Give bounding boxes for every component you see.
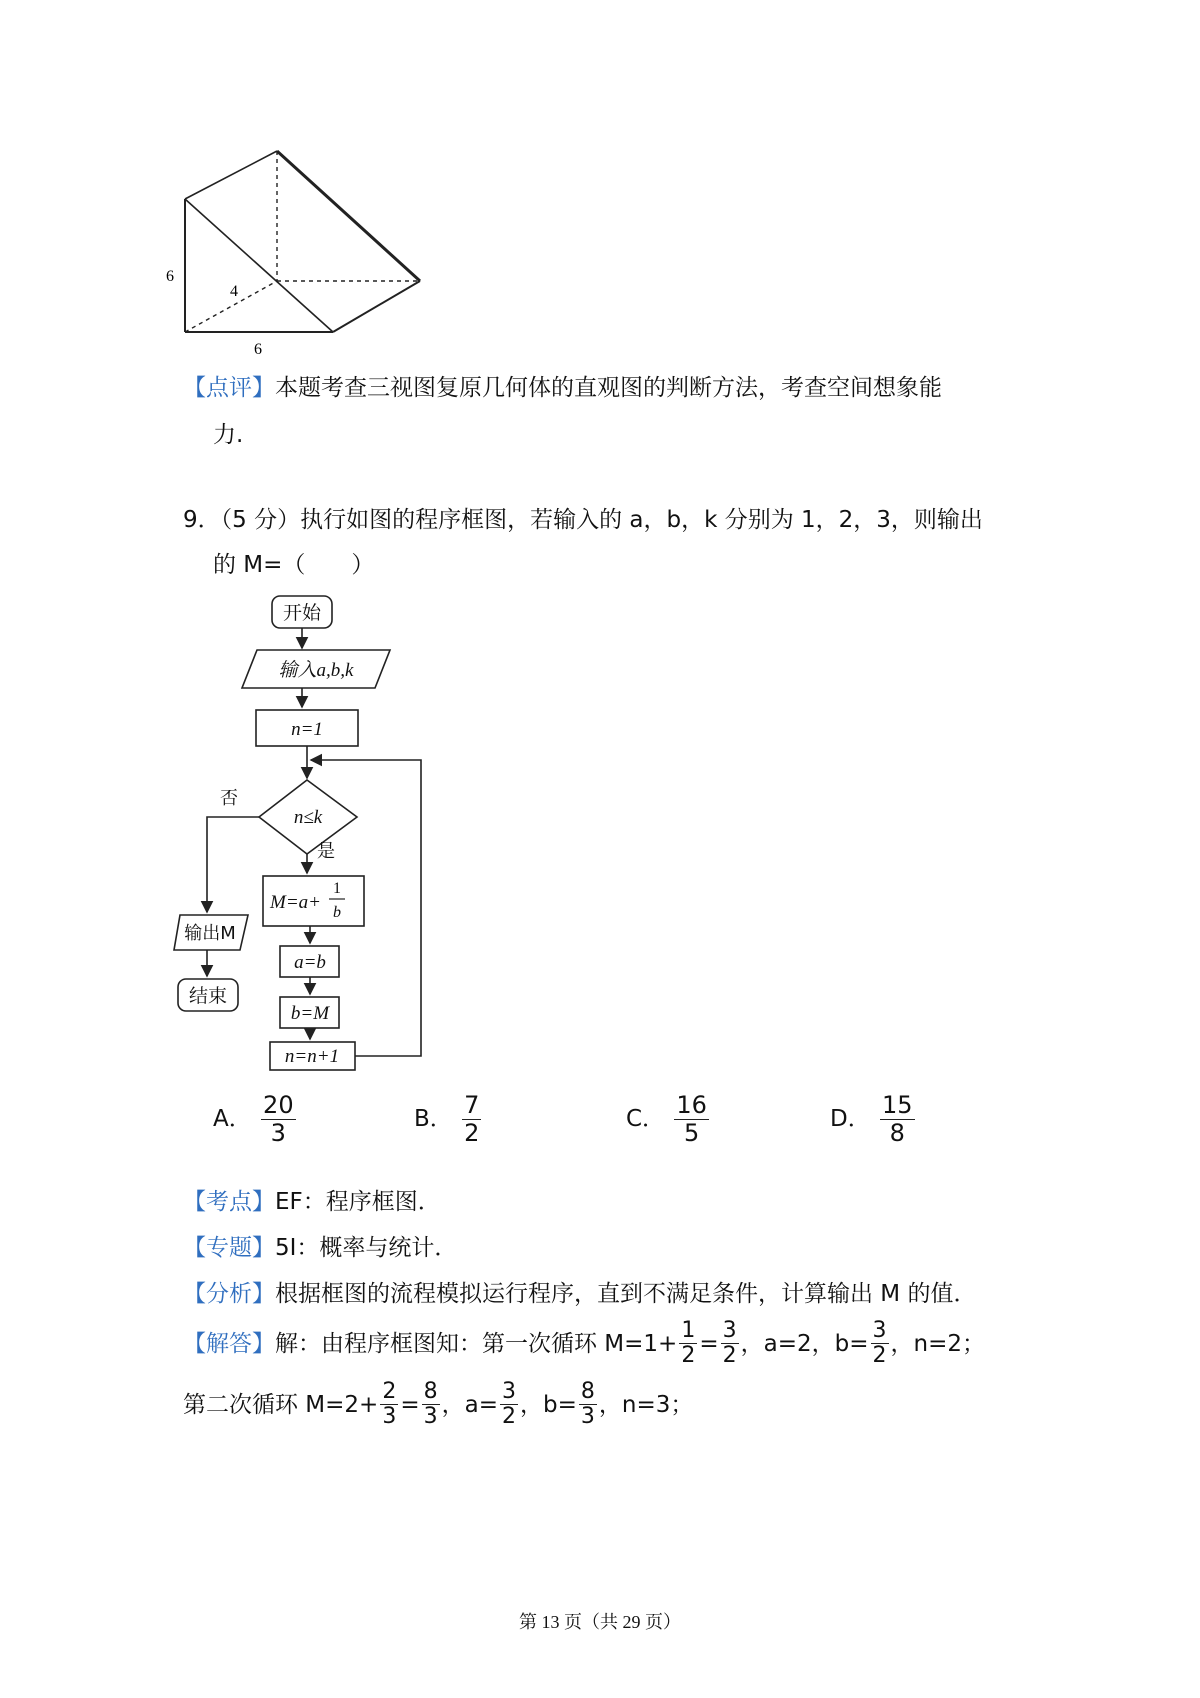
option-d-den: 8 — [889, 1119, 905, 1147]
second-f3-num: 3 — [502, 1379, 516, 1404]
flowchart — [160, 590, 480, 1080]
kaodian-tag: 【考点】 — [183, 1189, 275, 1215]
comment-text-2: 力. — [213, 422, 244, 448]
jieda-f2-num: 3 — [722, 1318, 737, 1343]
jieda-fraction-1 — [679, 1319, 697, 1368]
zhuanti-line — [183, 1233, 457, 1263]
height-label: 6 — [166, 268, 174, 285]
kaodian-line — [183, 1187, 441, 1217]
assign-a-label: a=b — [294, 952, 326, 973]
assign-m-den: b — [333, 904, 341, 921]
comment-line-1 — [183, 373, 942, 403]
second-part-3: ，b= — [520, 1391, 577, 1418]
jieda-fraction-3 — [871, 1319, 889, 1368]
option-b[interactable] — [414, 1092, 483, 1147]
option-c[interactable] — [626, 1092, 711, 1147]
second-f1-den: 3 — [382, 1404, 397, 1429]
option-c-num: 16 — [676, 1091, 707, 1119]
second-fraction-1 — [380, 1380, 398, 1429]
jieda-line — [183, 1319, 985, 1368]
fenxi-line — [183, 1279, 976, 1309]
second-f2-den: 3 — [423, 1404, 438, 1429]
second-loop-line — [183, 1380, 693, 1429]
output-label: 输出M — [184, 923, 236, 944]
second-part-1: 第二次循环 M=2+ — [183, 1391, 379, 1418]
question-9-line-2: 的 M=（ ） — [213, 552, 375, 578]
jieda-tag: 【解答】 — [183, 1330, 275, 1357]
prism-figure — [150, 140, 450, 370]
start-label: 开始 — [282, 602, 322, 624]
zhuanti-text: 5I：概率与统计． — [275, 1235, 458, 1261]
init-label: n=1 — [291, 719, 323, 740]
assign-b-label: b=M — [290, 1003, 330, 1024]
kaodian-text: EF：程序框图． — [275, 1189, 441, 1215]
option-b-den: 2 — [464, 1119, 480, 1147]
option-b-fraction — [462, 1092, 481, 1147]
jieda-part-3: ，n=2； — [890, 1330, 985, 1357]
width-label: 6 — [254, 341, 262, 358]
second-part-2: ，a= — [441, 1391, 498, 1418]
option-d-label: D． — [830, 1106, 871, 1132]
second-part-4: ，n=3； — [598, 1391, 694, 1418]
comment-tag: 【点评】 — [183, 375, 275, 401]
question-9-line-1: 9．（5 分）执行如图的程序框图，若输入的 a，b，k 分别为 1，2，3，则输出 — [183, 507, 983, 533]
jieda-eq: = — [699, 1330, 719, 1357]
condition-label: n≤k — [293, 807, 323, 828]
option-c-fraction — [674, 1092, 709, 1147]
option-d-fraction — [880, 1092, 915, 1147]
no-label: 否 — [220, 788, 238, 809]
jieda-f1-den: 2 — [681, 1343, 696, 1368]
second-f1-num: 2 — [382, 1379, 397, 1404]
fenxi-tag: 【分析】 — [183, 1281, 275, 1307]
end-label: 结束 — [188, 985, 228, 1007]
option-b-label: B． — [414, 1106, 453, 1132]
fenxi-text: 根据框图的流程模拟运行程序，直到不满足条件，计算输出 M 的值． — [275, 1281, 977, 1307]
option-c-label: C． — [626, 1106, 666, 1132]
option-a-label: A． — [213, 1106, 252, 1132]
option-d-num: 15 — [882, 1091, 913, 1119]
option-a[interactable] — [213, 1092, 298, 1147]
comment-text-1: 本题考查三视图复原几何体的直观图的判断方法，考查空间想象能 — [275, 375, 942, 401]
second-f4-num: 8 — [580, 1379, 595, 1404]
page-footer: 第 13 页（共 29 页） — [519, 1612, 681, 1632]
assign-m-num: 1 — [333, 880, 341, 897]
option-a-den: 3 — [270, 1119, 286, 1147]
second-f2-num: 8 — [423, 1379, 438, 1404]
yes-label: 是 — [317, 841, 335, 862]
option-a-num: 20 — [263, 1091, 294, 1119]
jieda-f3-num: 3 — [872, 1318, 887, 1343]
second-fraction-3 — [500, 1380, 518, 1429]
option-d[interactable] — [830, 1092, 917, 1147]
second-f3-den: 2 — [502, 1404, 516, 1429]
jieda-fraction-2 — [721, 1319, 739, 1368]
depth-label: 4 — [230, 283, 238, 300]
increment-label: n=n+1 — [284, 1046, 340, 1067]
second-eq: = — [400, 1391, 420, 1418]
input-label: 输入a,b,k — [278, 660, 354, 681]
option-a-fraction — [261, 1092, 296, 1147]
jieda-f1-num: 1 — [681, 1318, 696, 1343]
second-f4-den: 3 — [580, 1404, 595, 1429]
option-c-den: 5 — [684, 1119, 700, 1147]
jieda-part-2: ，a=2，b= — [740, 1330, 869, 1357]
jieda-part-1: 解：由程序框图知：第一次循环 M=1+ — [275, 1330, 678, 1357]
assign-m-left: M=a+ — [270, 892, 321, 913]
option-b-num: 7 — [464, 1091, 480, 1119]
zhuanti-tag: 【专题】 — [183, 1235, 275, 1261]
second-fraction-4 — [579, 1380, 597, 1429]
jieda-f3-den: 2 — [872, 1343, 887, 1368]
second-fraction-2 — [422, 1380, 440, 1429]
jieda-f2-den: 2 — [722, 1343, 737, 1368]
